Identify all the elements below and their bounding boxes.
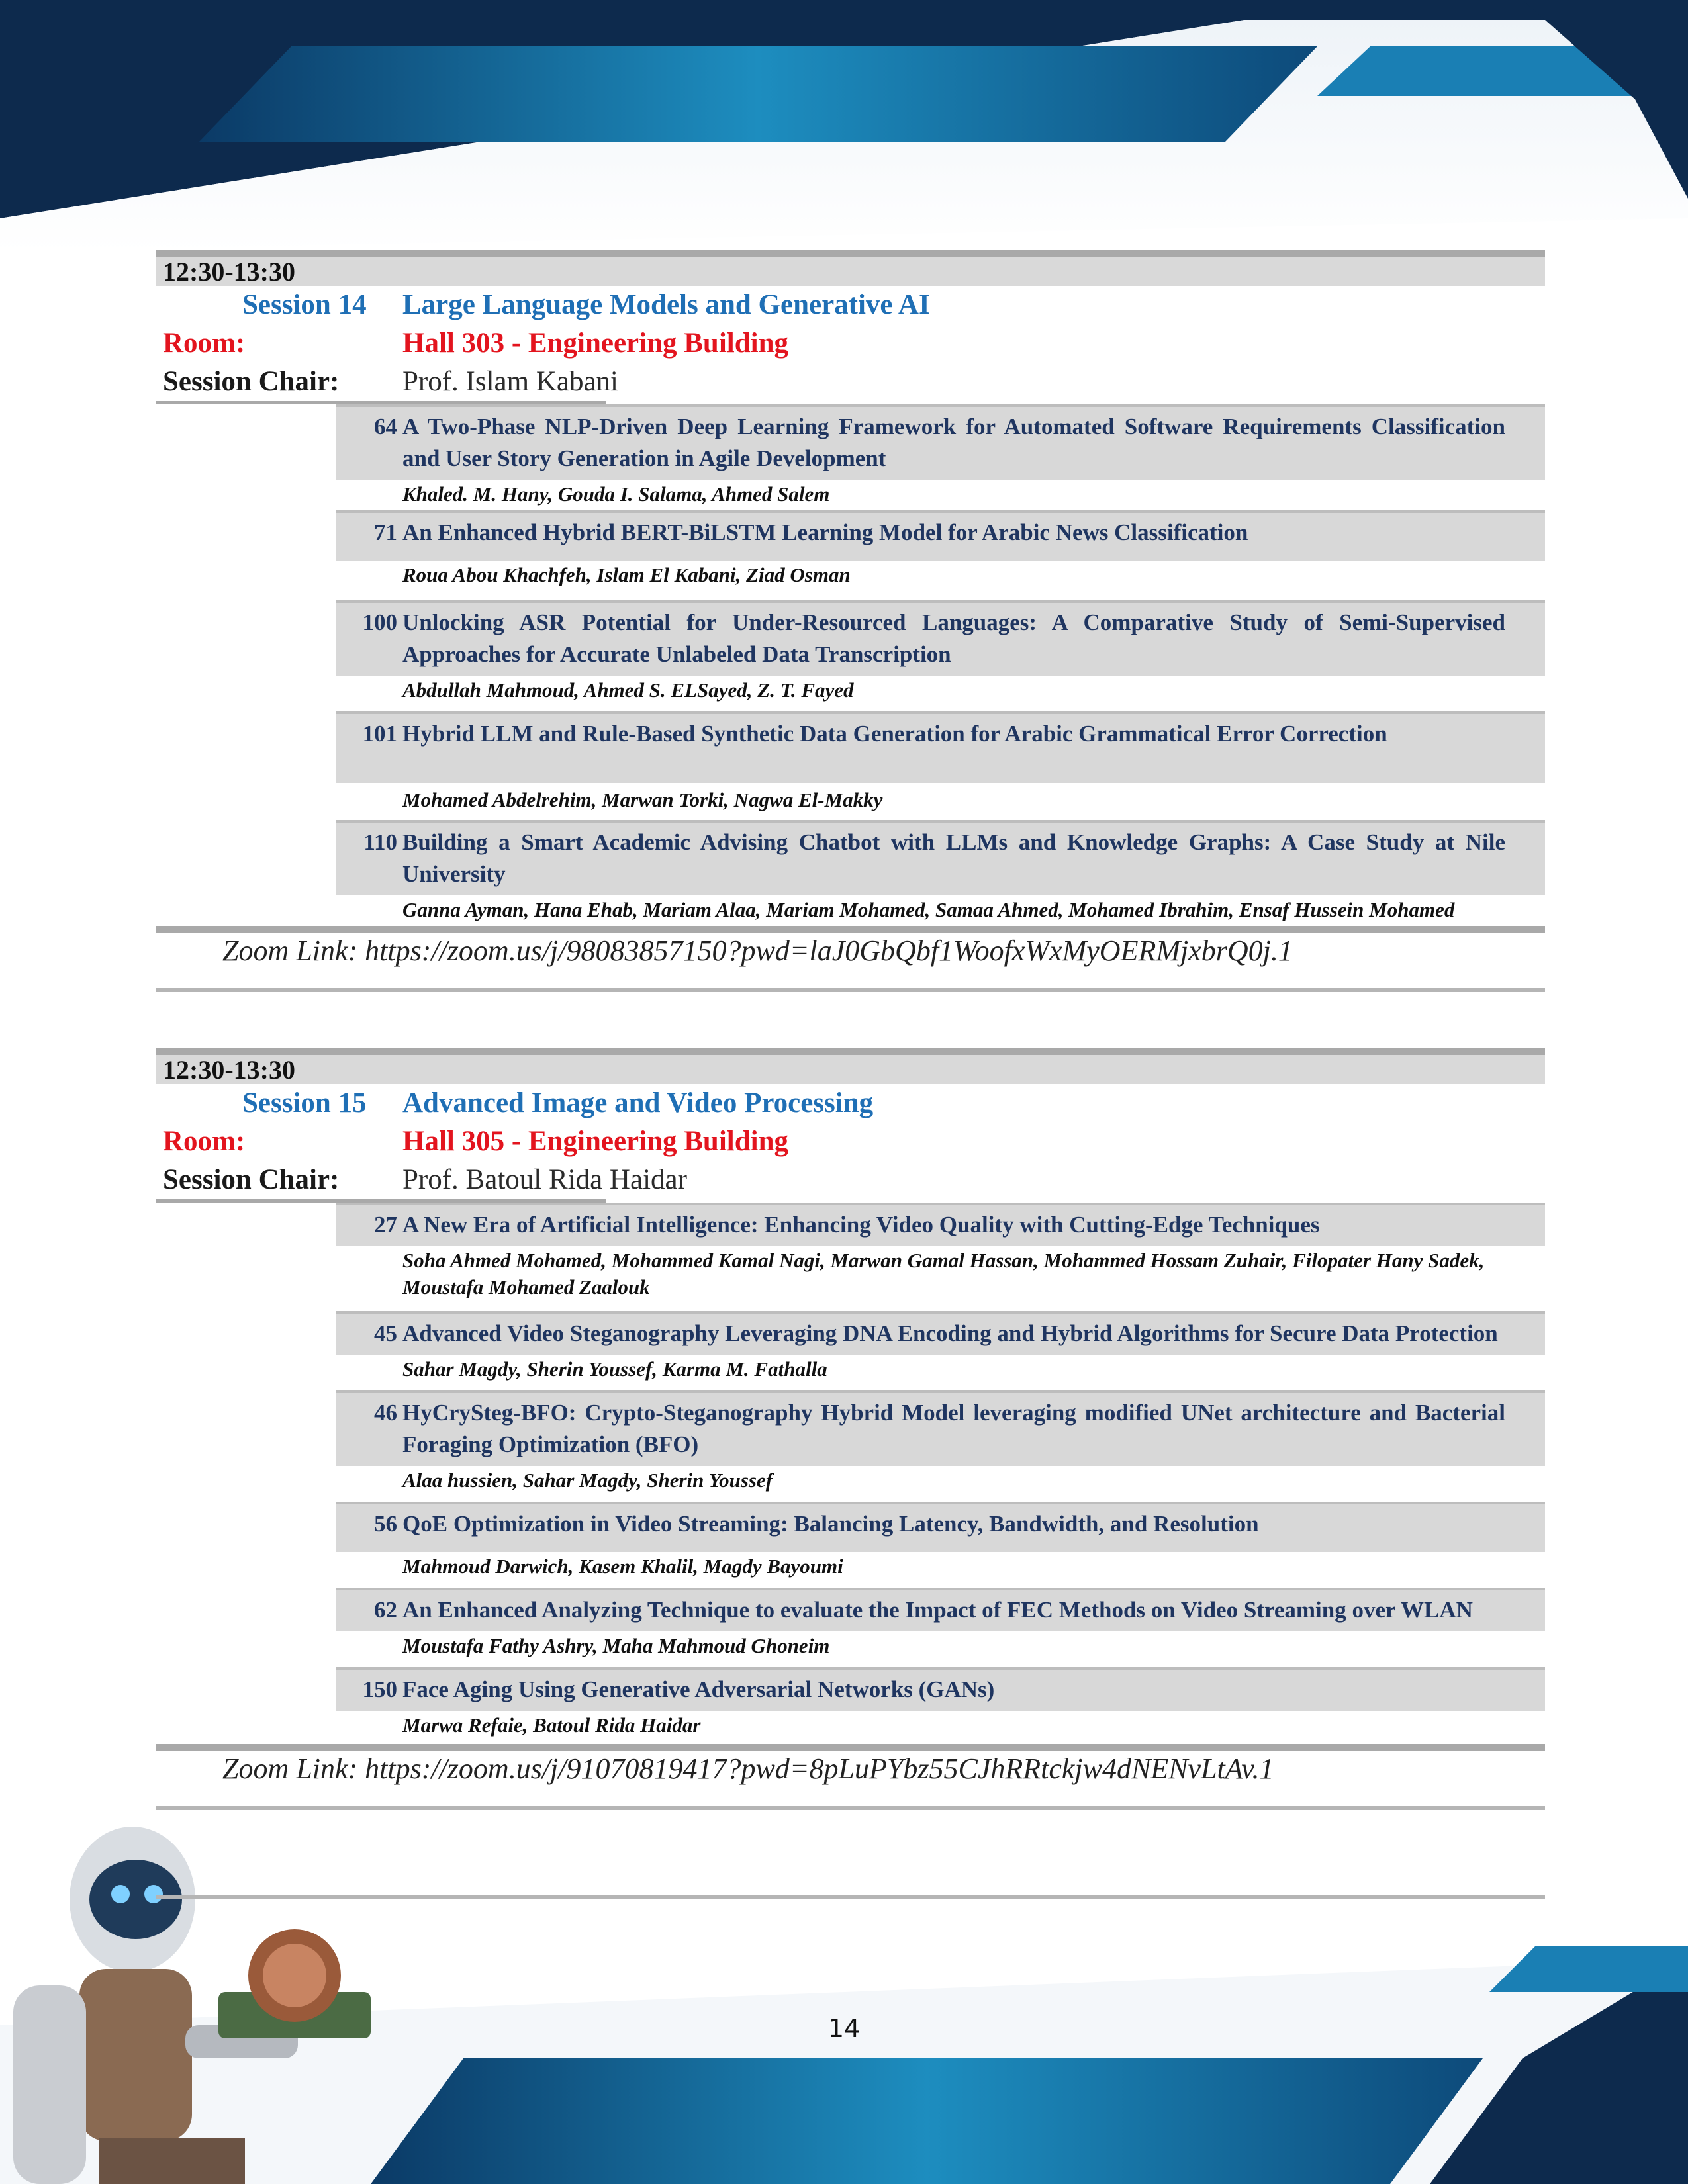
chair-label: Session Chair:: [163, 366, 340, 397]
paper-title: An Enhanced Hybrid BERT-BiLSTM Learning Model for Arabic News Classification: [402, 520, 1248, 545]
paper-number: 64: [374, 414, 397, 439]
room-label: Room:: [163, 1126, 246, 1157]
paper-title-block: [336, 1203, 1545, 1246]
paper-item: [336, 510, 1545, 600]
session-number: Session 14: [242, 289, 367, 320]
paper-title-block: [336, 1311, 1545, 1355]
paper-item: [336, 820, 1545, 926]
paper-title: Advanced Video Steganography Leveraging DNA Encoding and Hybrid Algorithms for Secure Data Protection: [402, 1320, 1498, 1346]
paper-title: Face Aging Using Generative Adversarial Networks (GANs): [402, 1676, 995, 1702]
paper-title: Hybrid LLM and Rule-Based Synthetic Data Generation for Arabic Grammatical Error Correction: [402, 721, 1387, 747]
paper-number: 71: [374, 520, 397, 545]
paper-item: [336, 1502, 1545, 1588]
top-blue-stripe: [199, 46, 1317, 142]
paper-number: 46: [374, 1400, 397, 1426]
paper-number: 100: [362, 610, 397, 635]
paper-title-block: [336, 1667, 1545, 1711]
session-time: 12:30-13:30: [156, 1055, 1545, 1084]
paper-number: 56: [374, 1511, 397, 1537]
paper-item: [336, 711, 1545, 820]
room-row: [156, 324, 1545, 363]
bottom-right-stripe: [1489, 1946, 1688, 1992]
paper-title: A Two-Phase NLP-Driven Deep Learning Framework for Automated Software Requirements Classification and User Story Generation in Agile Development: [402, 414, 1505, 471]
paper-authors: Mohamed Abdelrehim, Marwan Torki, Nagwa El-Makky: [402, 788, 883, 811]
paper-authors: Khaled. M. Hany, Gouda I. Salama, Ahmed Salem: [402, 482, 830, 506]
zoom-link[interactable]: Zoom Link: https://zoom.us/j/98083857150?pwd=laJ0GbQbf1WoofxWxMyOERMjxbrQ0j.1: [222, 934, 1293, 967]
paper-title-block: [336, 1390, 1545, 1466]
chair-row: [156, 1161, 1545, 1199]
paper-item: [336, 1588, 1545, 1667]
paper-title-block: [336, 1502, 1545, 1552]
paper-title: An Enhanced Analyzing Technique to evaluate the Impact of FEC Methods on Video Streaming over WLAN: [402, 1597, 1473, 1623]
paper-title-block: [336, 600, 1545, 676]
paper-item: [336, 1390, 1545, 1502]
session-heading: [156, 286, 1545, 324]
paper-title-block: [336, 510, 1545, 561]
paper-item: [336, 1311, 1545, 1390]
paper-authors: Alaa hussien, Sahar Magdy, Sherin Youssef: [402, 1469, 773, 1492]
paper-number: 150: [362, 1676, 397, 1702]
chair-row: [156, 363, 1545, 401]
paper-authors: Moustafa Fathy Ashry, Maha Mahmoud Ghoneim: [402, 1634, 830, 1657]
chair-value: Prof. Islam Kabani: [402, 366, 619, 397]
section-rule: [156, 926, 1545, 933]
paper-authors: Mahmoud Darwich, Kasem Khalil, Magdy Bayoumi: [402, 1555, 843, 1578]
paper-item: [336, 1667, 1545, 1744]
session-title: Advanced Image and Video Processing: [402, 1087, 874, 1118]
paper-title-block: [336, 820, 1545, 895]
paper-authors: Soha Ahmed Mohamed, Mohammed Kamal Nagi, Marwan Gamal Hassan, Mohammed Hossam Zuhair, Filopater Hany Sadek, Moustafa Mohamed Zaalouk: [402, 1249, 1485, 1298]
section-rule: [156, 988, 1545, 992]
bottom-blue-stripe: [371, 2058, 1483, 2184]
paper-title: Building a Smart Academic Advising Chatbot with LLMs and Knowledge Graphs: A Case Study at Nile University: [402, 829, 1505, 887]
section-rule: [156, 1048, 1545, 1055]
paper-authors: Sahar Magdy, Sherin Youssef, Karma M. Fathalla: [402, 1357, 827, 1381]
zoom-link[interactable]: Zoom Link: https://zoom.us/j/91070819417?pwd=8pLuPYbz55CJhRRtckjw4dNENvLtAv.1: [222, 1752, 1274, 1785]
room-label: Room:: [163, 328, 246, 359]
session-number: Session 15: [242, 1087, 367, 1118]
paper-authors: Marwa Refaie, Batoul Rida Haidar: [402, 1713, 701, 1737]
room-value: Hall 303 - Engineering Building: [402, 328, 788, 359]
paper-number: 62: [374, 1597, 397, 1623]
room-row: [156, 1122, 1545, 1161]
chair-value: Prof. Batoul Rida Haidar: [402, 1164, 687, 1195]
paper-number: 110: [363, 829, 397, 855]
paper-title: QoE Optimization in Video Streaming: Balancing Latency, Bandwidth, and Resolution: [402, 1511, 1259, 1537]
session-time: 12:30-13:30: [156, 257, 1545, 286]
paper-number: 101: [362, 721, 397, 747]
paper-authors: Ganna Ayman, Hana Ehab, Mariam Alaa, Mariam Mohamed, Samaa Ahmed, Mohamed Ibrahim, Ensaf Hussein Mohamed: [402, 898, 1455, 921]
paper-number: 27: [374, 1212, 397, 1238]
session-block: [156, 1048, 1545, 1899]
session-block: [156, 250, 1545, 992]
paper-title-block: [336, 1588, 1545, 1631]
paper-title-block: [336, 711, 1545, 783]
paper-authors: Roua Abou Khachfeh, Islam El Kabani, Ziad Osman: [402, 563, 851, 586]
session-heading: [156, 1084, 1545, 1122]
section-rule: [156, 1744, 1545, 1751]
paper-title: Unlocking ASR Potential for Under-Resourced Languages: A Comparative Study of Semi-Supervised Approaches for Accurate Unlabeled Data Transcription: [402, 610, 1505, 667]
paper-number: 45: [374, 1320, 397, 1346]
paper-authors: Abdullah Mahmoud, Ahmed S. ELSayed, Z. T. Fayed: [402, 678, 854, 702]
session-title: Large Language Models and Generative AI: [402, 289, 930, 320]
page-number: 14: [827, 2014, 861, 2043]
chair-label: Session Chair:: [163, 1164, 340, 1195]
room-value: Hall 305 - Engineering Building: [402, 1126, 788, 1157]
paper-item: [336, 600, 1545, 711]
paper-title-block: [336, 404, 1545, 480]
paper-item: [336, 1203, 1545, 1311]
section-rule: [156, 250, 1545, 257]
paper-title: A New Era of Artificial Intelligence: Enhancing Video Quality with Cutting-Edge Techniques: [402, 1212, 1320, 1238]
paper-title: HyCrySteg-BFO: Crypto-Steganography Hybrid Model leveraging modified UNet architecture and Bacterial Foraging Optimization (BFO): [402, 1400, 1505, 1457]
paper-item: [336, 404, 1545, 510]
section-rule: [156, 1895, 1545, 1899]
